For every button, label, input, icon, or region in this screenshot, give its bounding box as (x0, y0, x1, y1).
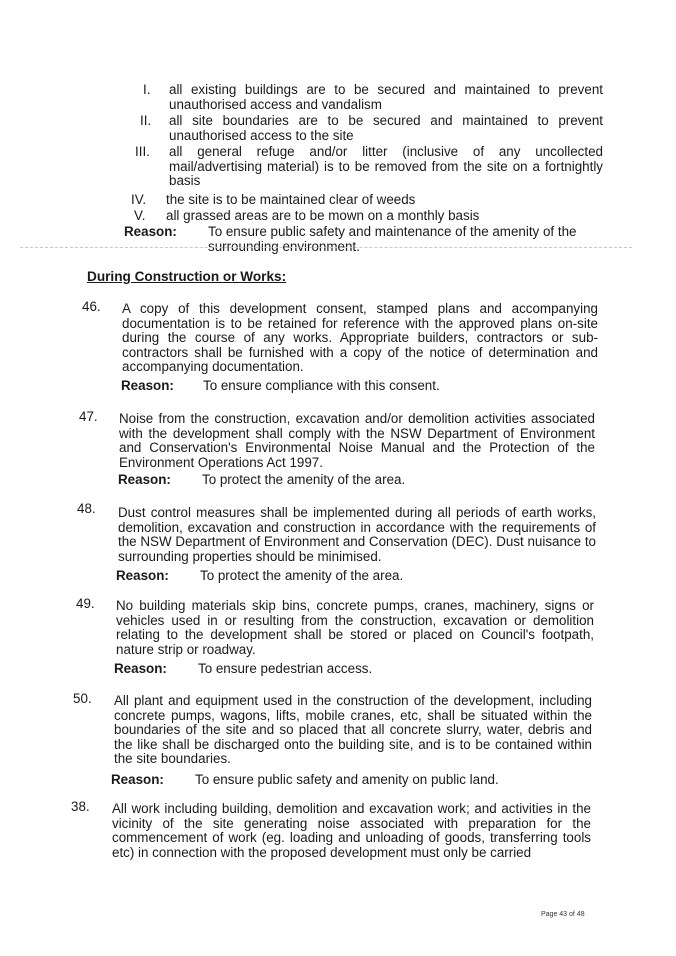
list-item-number: V. (134, 208, 146, 223)
section-heading: During Construction or Works: (87, 269, 287, 284)
list-item-text: the site is to be maintained clear of weeds (166, 192, 416, 207)
condition-number: 48. (77, 501, 96, 516)
reason-text: To protect the amenity of the area. (200, 568, 404, 583)
condition-item (79, 410, 604, 500)
reason-text: To ensure public safety and maintenance of the amenity of the surrounding environment. (208, 224, 577, 254)
condition-number: 47. (79, 409, 98, 424)
condition-number: 49. (76, 596, 95, 611)
list-item (135, 144, 606, 191)
list-item (140, 83, 606, 113)
list-item (140, 114, 606, 144)
reason-label: Reason: (114, 661, 167, 676)
condition-item (71, 800, 604, 870)
list-item-text: all site boundaries are to be secured and maintained to prevent unauthorised access to the site (169, 113, 603, 143)
condition-number: 50. (73, 691, 92, 706)
reason-label: Reason: (111, 772, 164, 787)
list-item-text: all grassed areas are to be mown on a monthly basis (166, 208, 480, 223)
list-item-text: all general refuge and/or litter (inclusive of any uncollected mail/advertising material) is to be removed from the site on a fortnightly basis (169, 144, 603, 189)
condition-item (76, 597, 604, 687)
reason-block (124, 225, 604, 255)
reason-label: Reason: (121, 378, 174, 393)
condition-text: No building materials skip bins, concrete pumps, cranes, machinery, signs or vehicles used in or resulting from the construction, excavation or demolition relating to the development shall be stored or placed on Council's footpath, nature strip or roadway. (116, 598, 594, 657)
condition-text: Dust control measures shall be implemented during all periods of earth works, demolition, excavation and construction in accordance with the requirements of the NSW Department of Environment and Conservation (DEC). Dust nuisance to surrounding properties should be minimised. (118, 505, 596, 564)
condition-text: All work including building, demolition and excavation work; and activities in the vicinity of the site generating noise associated with preparation for the commencement of work (eg. loading and unloading of goods, transferring tools etc) in connection with the proposed development must only be carried (112, 801, 591, 860)
condition-text: A copy of this development consent, stamped plans and accompanying documentation is to be retained for reference with the approved plans on-site during the course of any works. Appropriate builders, contractors or sub-contractors shall be furnished with a copy of the notice of determination and accompanying documentation. (122, 301, 598, 375)
reason-text: To ensure compliance with this consent. (203, 378, 440, 393)
reason-text: To ensure public safety and amenity on public land. (195, 772, 499, 787)
divider (20, 247, 632, 248)
reason-text: To ensure pedestrian access. (198, 661, 373, 676)
list-item-number: III. (135, 144, 150, 159)
condition-text: Noise from the construction, excavation and/or demolition activities associated with the development shall comply with the NSW Department of Environment and Conservation's Environmental Noise Manual and the Protection of the Environment Operations Act 1997. (119, 411, 595, 470)
condition-number: 46. (82, 299, 101, 314)
condition-item (73, 692, 604, 792)
condition-item (82, 300, 604, 400)
list-item-number: I. (143, 82, 151, 97)
reason-label: Reason: (118, 472, 171, 487)
reason-label: Reason: (124, 224, 177, 239)
list-item-number: IV. (131, 192, 147, 207)
list-item-number: II. (140, 113, 152, 128)
condition-item (77, 502, 604, 592)
condition-number: 38. (71, 799, 90, 814)
condition-text: All plant and equipment used in the construction of the development, including concrete pumps, wagons, lifts, mobile cranes, etc, shall be situated within the boundaries of the site and so placed that all concrete slurry, water, debris and the like shall be discharged onto the building site, and is to be contained within the site boundaries. (114, 693, 592, 767)
list-item (131, 192, 606, 208)
list-item-text: all existing buildings are to be secured and maintained to prevent unauthorised access and vandalism (169, 82, 603, 112)
reason-label: Reason: (116, 568, 169, 583)
list-item (134, 208, 606, 224)
page-number: Page 43 of 48 (541, 911, 585, 918)
reason-text: To protect the amenity of the area. (202, 472, 406, 487)
